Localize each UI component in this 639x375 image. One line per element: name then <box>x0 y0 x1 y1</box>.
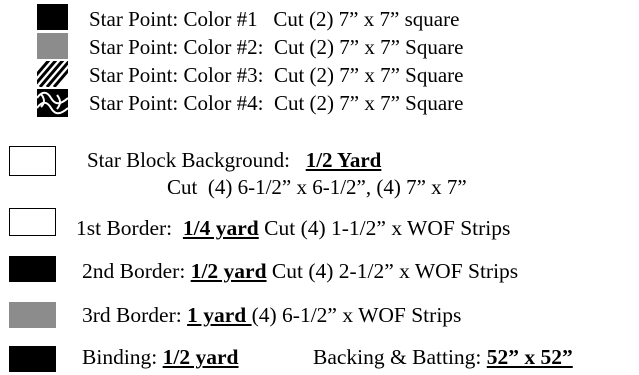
border3-label: 3rd Border: <box>82 303 182 327</box>
star-point-cut: Cut (2) 7” x 7” Square <box>273 35 464 59</box>
border2-black-swatch <box>9 256 56 282</box>
background-white-swatch <box>9 146 56 176</box>
wave-pattern-swatch <box>37 89 68 117</box>
star-point-cut: Cut (2) 7” x 7” Square <box>273 63 464 87</box>
border1-line <box>76 216 510 240</box>
wave-pattern <box>37 89 68 117</box>
border1-rest: Cut (4) 1-1/2” x WOF Strips <box>264 216 511 240</box>
border3-gray-swatch <box>9 302 56 328</box>
border1-amount: 1/4 yard <box>182 216 259 240</box>
binding-line <box>82 345 239 369</box>
star-point-line-3 <box>89 63 463 87</box>
star-point-label: Star Point: Color #3: <box>89 63 264 87</box>
star-point-label: Star Point: Color #4: <box>89 91 264 115</box>
binding-amount: 1/2 yard <box>162 345 239 369</box>
background-cut-line: Cut (4) 6-1/2” x 6-1/2”, (4) 7” x 7” <box>167 175 467 199</box>
backing-label: Backing & Batting: <box>313 345 482 369</box>
border1-label: 1st Border: <box>76 216 173 240</box>
star-point-label: Star Point: Color #2: <box>89 35 264 59</box>
border2-label: 2nd Border: <box>82 259 186 283</box>
diagonal-stripe-swatch <box>37 61 68 87</box>
gray-solid-swatch <box>37 33 68 59</box>
star-point-label: Star Point: Color #1 <box>89 7 258 31</box>
backing-amount: 52” x 52” <box>486 345 573 369</box>
backing-line <box>313 345 573 369</box>
border3-amount: 1 yard <box>187 303 252 327</box>
star-point-line-2 <box>89 35 463 59</box>
border2-line <box>82 259 518 283</box>
background-line <box>87 148 381 172</box>
binding-label: Binding: <box>82 345 158 369</box>
border3-rest: (4) 6-1/2” x WOF Strips <box>251 303 462 327</box>
star-point-line-1 <box>89 7 459 31</box>
star-point-line-4 <box>89 91 463 115</box>
background-amount: 1/2 Yard <box>305 148 382 172</box>
black-solid-swatch <box>37 4 68 30</box>
star-point-cut: Cut (2) 7” x 7” Square <box>273 91 464 115</box>
border1-white-swatch <box>9 208 56 236</box>
binding-black-swatch <box>9 346 56 372</box>
star-point-cut: Cut (2) 7” x 7” square <box>273 7 460 31</box>
border3-line <box>82 303 461 327</box>
border2-amount: 1/2 yard <box>190 259 267 283</box>
diagonal-stripe-pattern <box>37 61 68 87</box>
background-label: Star Block Background: <box>87 148 290 172</box>
border2-rest: Cut (4) 2-1/2” x WOF Strips <box>271 259 519 283</box>
